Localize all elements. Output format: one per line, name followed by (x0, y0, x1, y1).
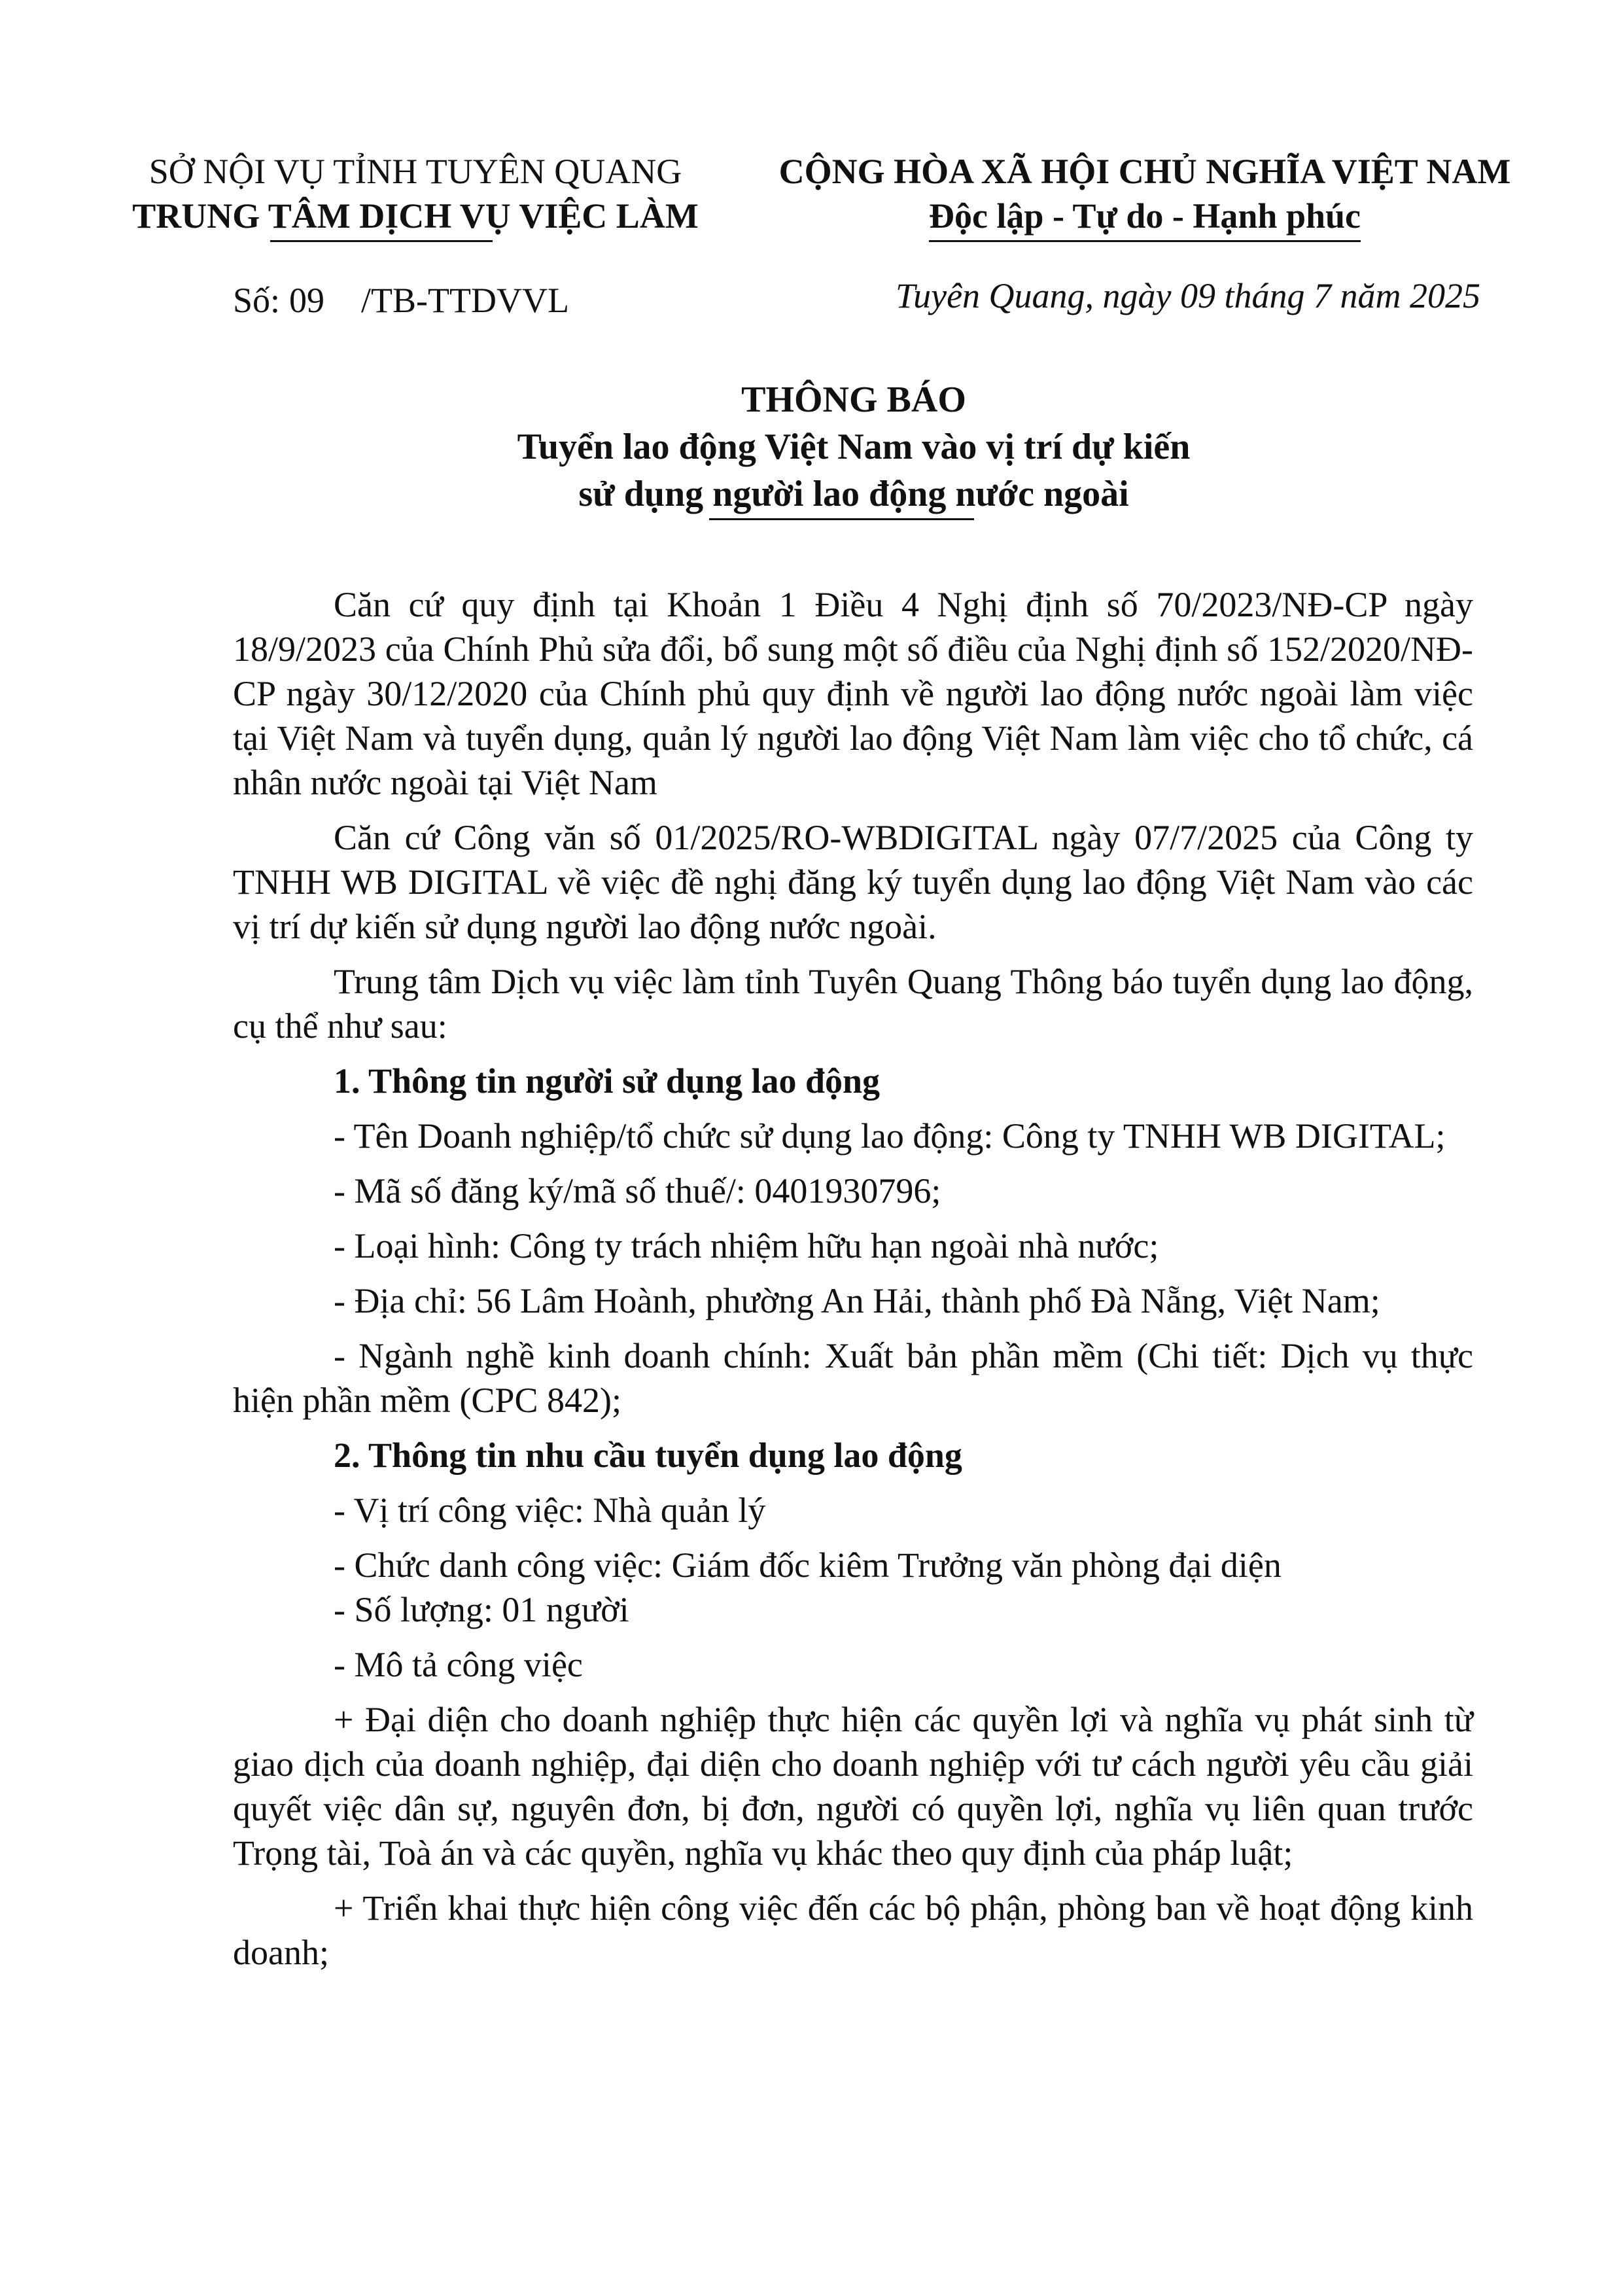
subtitle-underline (709, 518, 974, 520)
motto-wrap (929, 194, 1361, 238)
employer-name-item: - Tên Doanh nghiệp/tổ chức sử dụng lao động: Công ty TNHH WB DIGITAL; (334, 1116, 1446, 1156)
agency-name: TRUNG TÂM DỊCH VỤ VIỆC LÀM (132, 196, 699, 236)
paragraph-legal-basis-1: Căn cứ quy định tại Khoản 1 Điều 4 Nghị định số 70/2023/NĐ-CP ngày 18/9/2023 của Chính Phủ sửa đổi, bổ sung một số điều của Nghị định số 152/2020/NĐ-CP ngày 30/12/2020 của Chính phủ quy định về người lao động nước ngoài làm việc tại Việt Nam và tuyển dụng, quản lý người lao động Việt Nam làm việc cho tổ chức, cá nhân nước ngoài tại Việt Nam (233, 585, 1473, 802)
doc-number-label: Số: (233, 281, 281, 320)
job-position-item: - Vị trí công việc: Nhà quản lý (334, 1491, 766, 1530)
document-body (233, 582, 1473, 1985)
agency-underline (270, 240, 493, 242)
national-header (746, 149, 1544, 238)
paragraph-announcement: Trung tâm Dịch vụ việc làm tỉnh Tuyên Quang Thông báo tuyển dụng lao động, cụ thể như sau: (233, 962, 1473, 1046)
subtitle-2-wrap (578, 470, 1128, 518)
document-number (233, 278, 569, 323)
company-type-item: - Loại hình: Công ty trách nhiệm hữu hạn ngoài nhà nước; (334, 1226, 1159, 1265)
job-title-item: - Chức danh công việc: Giám đốc kiêm Trưởng văn phòng đại diện (334, 1545, 1282, 1585)
duty-item-2: + Triển khai thực hiện công việc đến các bộ phận, phòng ban về hoạt động kinh doanh; (233, 1888, 1473, 1972)
duty-item-1: + Đại diện cho doanh nghiệp thực hiện các quyền lợi và nghĩa vụ phát sinh từ giao dịch của doanh nghiệp, đại diện cho doanh nghiệp với tư cách người yêu cầu giải quyết việc dân sự, nguyên đơn, bị đơn, người có quyền lợi, nghĩa vụ liên quan trước Trọng tài, Toà án và các quyền, nghĩa vụ khác theo quy định của pháp luật; (233, 1700, 1473, 1873)
motto-underline (929, 240, 1361, 242)
agency-parent: SỞ NỘI VỤ TỈNH TUYÊN QUANG (148, 152, 682, 191)
national-motto: Độc lập - Tự do - Hạnh phúc (928, 196, 1361, 236)
document-title: THÔNG BÁO (741, 380, 966, 420)
title-block (229, 376, 1478, 518)
document-subtitle-1: Tuyển lao động Việt Nam vào vị trí dự kiến (517, 427, 1191, 467)
address-item: - Địa chỉ: 56 Lâm Hoành, phường An Hải, thành phố Đà Nẵng, Việt Nam; (334, 1281, 1380, 1320)
agency-header (111, 149, 720, 238)
business-line-item: - Ngành nghề kinh doanh chính: Xuất bản phần mềm (Chi tiết: Dịch vụ thực hiện phần mềm (CPC 842); (233, 1336, 1473, 1420)
agency-name-wrap (132, 194, 699, 238)
paragraph-legal-basis-2: Căn cứ Công văn số 01/2025/RO-WBDIGITAL ngày 07/7/2025 của Công ty TNHH WB DIGITAL về việc đề nghị đăng ký tuyển dụng lao động Việt Nam vào các vị trí dự kiến sử dụng người lao động nước ngoài. (233, 818, 1473, 946)
section-2-heading: 2. Thông tin nhu cầu tuyển dụng lao động (334, 1436, 962, 1475)
section-1-heading: 1. Thông tin người sử dụng lao động (334, 1061, 881, 1101)
place-date: Tuyên Quang, ngày 09 tháng 7 năm 2025 (896, 276, 1480, 315)
tax-code-item: - Mã số đăng ký/mã số thuế/: 0401930796; (334, 1171, 941, 1210)
doc-number-value: 09 (289, 281, 325, 320)
document-subtitle-2: sử dụng người lao động nước ngoài (578, 474, 1129, 514)
doc-number-suffix: /TB-TTDVVL (361, 281, 569, 320)
quantity-item: - Số lượng: 01 người (334, 1590, 629, 1629)
country-name: CỘNG HÒA XÃ HỘI CHỦ NGHĨA VIỆT NAM (778, 152, 1511, 191)
job-description-item: - Mô tả công việc (334, 1645, 583, 1684)
